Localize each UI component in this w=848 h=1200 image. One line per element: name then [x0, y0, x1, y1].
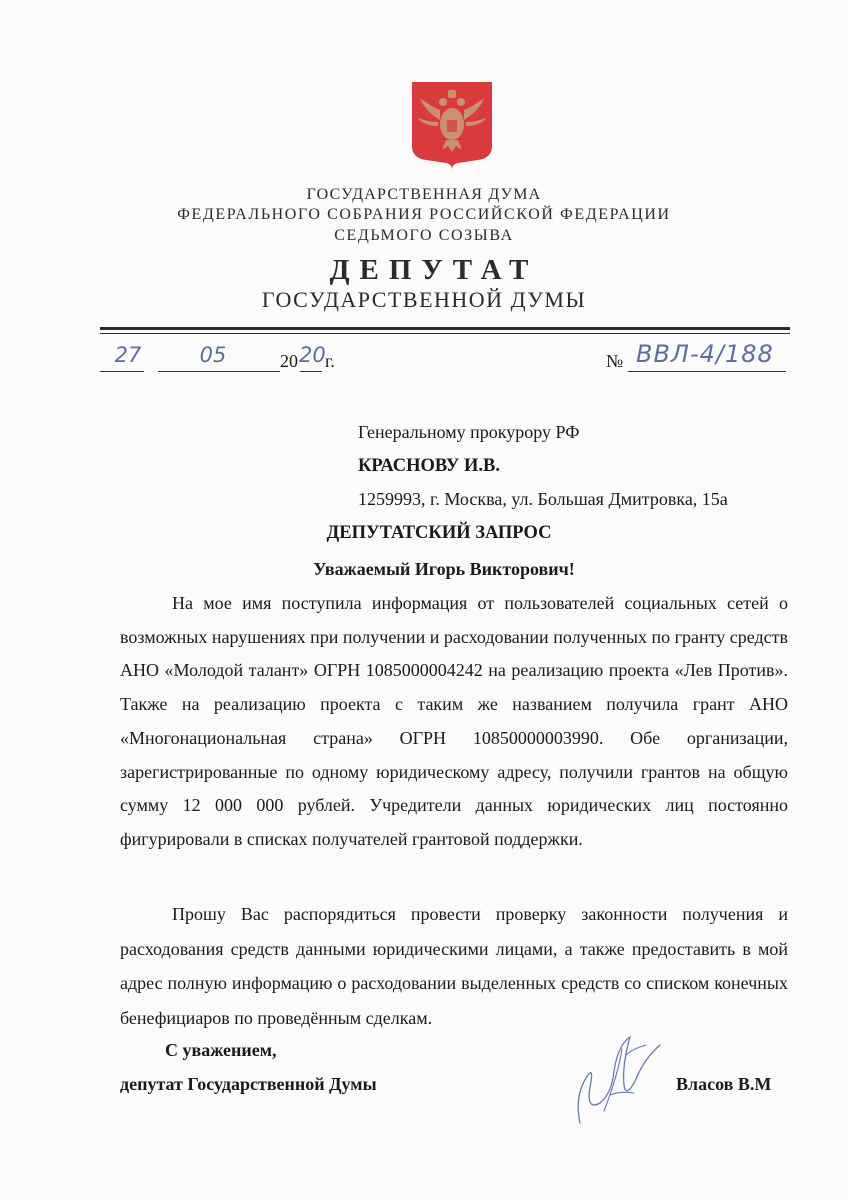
document-number: ВВЛ-4/188 — [636, 340, 774, 368]
date-day-underline — [100, 371, 144, 372]
date-year-underline — [300, 371, 322, 372]
document-number-underline — [628, 371, 786, 372]
body-paragraph-2: Прошу Вас распорядиться провести проверку законности получения и расходования средств данными юридическими лицами, а также предоставить в мой адрес полную информацию о расходовании выделенных средств со списком конечных бенефициаров по проведённым сделкам. — [120, 904, 788, 1028]
number-label: № — [606, 351, 624, 371]
closing-phrase: С уважением, — [165, 1040, 277, 1060]
date-year-suffix: 20 — [299, 343, 326, 367]
header-divider-thick — [100, 327, 790, 330]
signatory-role: депутат Государственной Думы — [120, 1074, 377, 1094]
date-month: 05 — [199, 343, 227, 367]
date-number-line — [0, 340, 848, 383]
header-line-3: СЕДЬМОГО СОЗЫВА — [334, 227, 514, 244]
header-deputy-title: ДЕПУТАТ — [329, 254, 539, 286]
body-paragraph-1: На мое имя поступила информация от пользователей социальных сетей о возможных нарушениях при получении и расходовании полученных по гранту средств АНО «Молодой талант» ОГРН 1085000004242 на реализацию проекта «Лев Против». Также на реализацию проекта с таким же названием получила грант АНО «Многонациональная страна» ОГРН 10850000003990. Обе организации, зарегистрированные по одному юридическому адресу, получили грантов на общую сумму 12 000 000 рублей. Учредители данных юридических лиц постоянно фигурировали в списках получателей грантовой поддержки. — [120, 593, 788, 849]
handwritten-signature — [560, 1015, 680, 1135]
signatory-name: Власов В.М — [676, 1074, 772, 1094]
date-day: 27 — [114, 343, 142, 367]
header-duma-title: ГОСУДАРСТВЕННОЙ ДУМЫ — [261, 287, 587, 312]
header-divider-thin — [100, 333, 790, 334]
header-line-1: ГОСУДАРСТВЕННАЯ ДУМА — [306, 186, 542, 203]
coat-of-arms-emblem — [410, 80, 494, 170]
header-line-2: ФЕДЕРАЛЬНОГО СОБРАНИЯ РОССИЙСКОЙ ФЕДЕРАЦИИ — [177, 206, 671, 223]
date-year-prefix: 20 — [280, 351, 298, 371]
document-title: ДЕПУТАТСКИЙ ЗАПРОС — [326, 523, 552, 543]
addressee-name: КРАСНОВУ И.В. — [358, 456, 500, 476]
date-month-underline — [158, 371, 280, 372]
date-year-mark: г. — [325, 351, 335, 371]
greeting: Уважаемый Игорь Викторович! — [313, 559, 575, 579]
addressee-position: Генеральному прокурору РФ — [358, 422, 580, 442]
addressee-address: 1259993, г. Москва, ул. Большая Дмитровка, 15а — [358, 489, 728, 509]
